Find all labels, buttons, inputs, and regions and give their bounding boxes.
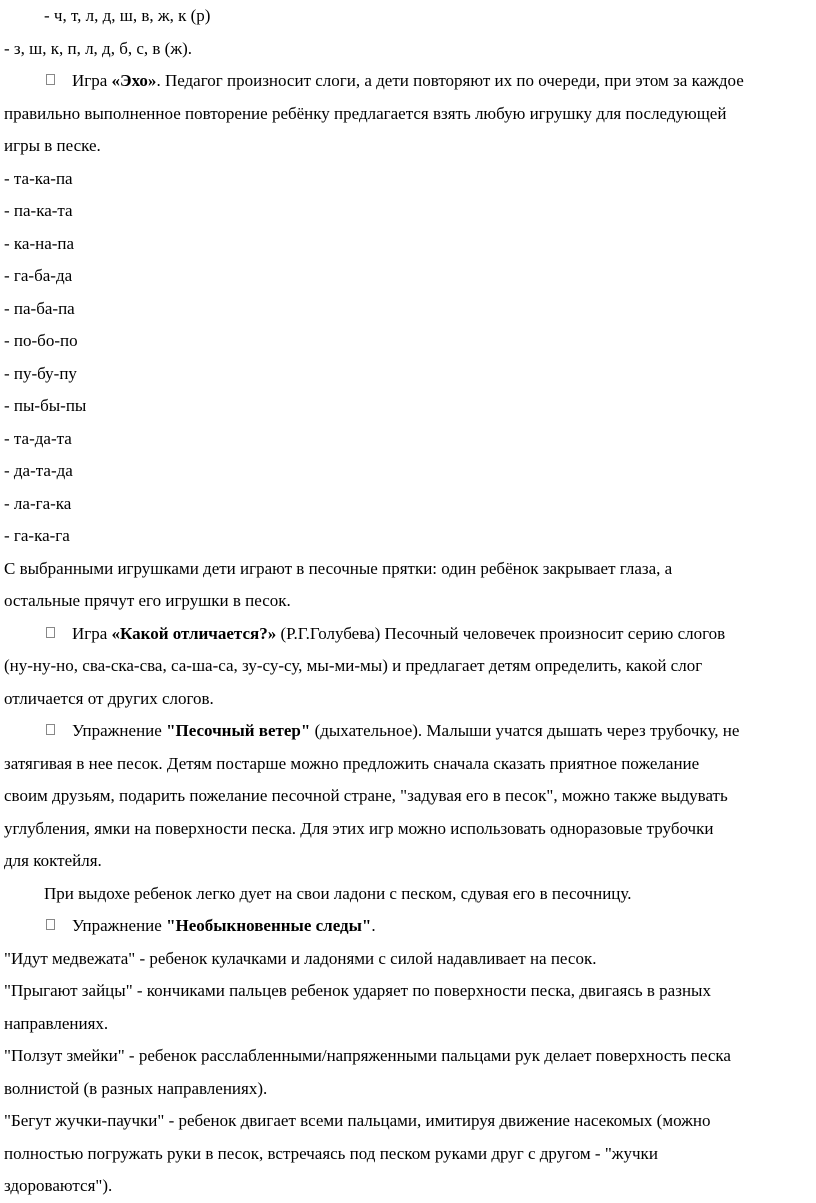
text-span: Игра <box>72 623 112 643</box>
bullet-icon <box>46 619 72 652</box>
syllable-line: - пы-бы-пы <box>4 396 87 415</box>
syllable-line: - га-ба-да <box>4 266 73 285</box>
text-line: - з, ш, к, п, л, д, б, с, в (ж). <box>4 38 192 58</box>
syllable-line: - га-ка-га <box>4 526 70 545</box>
paragraph-kakoy <box>4 618 812 651</box>
text-line: своим друзьям, подарить пожелание песочной стране, "задувая его в песок", можно также выдувать <box>4 786 728 805</box>
text-line: волнистой (в разных направлениях). <box>4 1078 268 1098</box>
text-line: направлениях. <box>4 1013 109 1033</box>
syllable-line: - по-бо-по <box>4 331 78 350</box>
document-page <box>4 0 812 1203</box>
bullet-icon <box>46 66 72 99</box>
text-line: отличается от других слогов. <box>4 688 214 708</box>
paragraph-eho <box>4 65 812 98</box>
text-line: углубления, ямки на поверхности песка. Для этих игр можно использовать одноразовые трубочки <box>4 818 714 838</box>
syllable-line: - та-ка-па <box>4 168 73 188</box>
text-line: затягивая в нее песок. Детям постарше можно предложить сначала сказать приятное пожелание <box>4 753 700 773</box>
text-line: полностью погружать руки в песок, встречаясь под песком руками друг с другом - "жучки <box>4 1143 658 1163</box>
paragraph-veter <box>4 715 812 748</box>
text-span: (Р.Г.Голубева) Песочный человечек произносит серию слогов <box>276 623 726 643</box>
text-line: (ну-ну-но, сва-ска-сва, са-ша-са, зу-су-су, мы-ми-мы) и предлагает детям определить, какой слог <box>4 656 703 675</box>
text-span: (дыхательное). Малыши учатся дышать через трубочку, не <box>310 721 740 740</box>
syllable-line: - да-та-да <box>4 461 73 480</box>
paragraph-sledy <box>4 910 812 943</box>
exercise-title: "Необыкновенные следы" <box>166 916 372 935</box>
text-line: С выбранными игрушками дети играют в песочные прятки: один ребёнок закрывает глаза, а <box>4 558 673 578</box>
text-line: "Бегут жучки-паучки" - ребенок двигает всеми пальцами, имитируя движение насекомых (можно <box>4 1111 711 1130</box>
text-line: здороваются"). <box>4 1176 113 1195</box>
exercise-title: "Песочный ветер" <box>166 721 311 740</box>
syllable-line: - ла-га-ка <box>4 493 72 513</box>
text-span: . <box>371 916 376 935</box>
text-line: "Идут медвежата" - ребенок кулачками и ладонями с силой надавливает на песок. <box>4 948 597 968</box>
text-line: - ч, т, л, д, ш, в, ж, к (р) <box>44 6 211 25</box>
syllable-line: - па-ба-па <box>4 298 75 318</box>
bullet-icon <box>46 911 72 944</box>
text-line: "Ползут змейки" - ребенок расслабленными/напряженными пальцами рук делает поверхность песка <box>4 1046 731 1065</box>
text-span: Упражнение <box>72 721 167 740</box>
text-line: игры в песке. <box>4 136 101 155</box>
text-span: Игра <box>72 71 112 90</box>
text-span: . Педагог произносит слоги, а дети повторяют их по очереди, при этом за каждое <box>156 71 744 90</box>
text-line: правильно выполненное повторение ребёнку предлагается взять любую игрушку для последующей <box>4 103 727 123</box>
game-title: «Какой отличается?» <box>111 623 277 643</box>
text-line: остальные прячут его игрушки в песок. <box>4 591 291 610</box>
text-line: "Прыгают зайцы" - кончиками пальцев ребенок ударяет по поверхности песка, двигаясь в разных <box>4 981 711 1000</box>
text-span: Упражнение <box>72 916 167 935</box>
syllable-line: - ка-на-па <box>4 233 75 253</box>
bullet-icon <box>46 716 72 749</box>
syllable-line: - пу-бу-пу <box>4 363 77 383</box>
syllable-line: - та-да-та <box>4 428 72 448</box>
syllable-line: - па-ка-та <box>4 201 73 220</box>
text-line: для коктейля. <box>4 851 102 870</box>
text-line: При выдохе ребенок легко дует на свои ладони с песком, сдувая его в песочницу. <box>44 883 632 903</box>
game-title: «Эхо» <box>111 71 157 90</box>
